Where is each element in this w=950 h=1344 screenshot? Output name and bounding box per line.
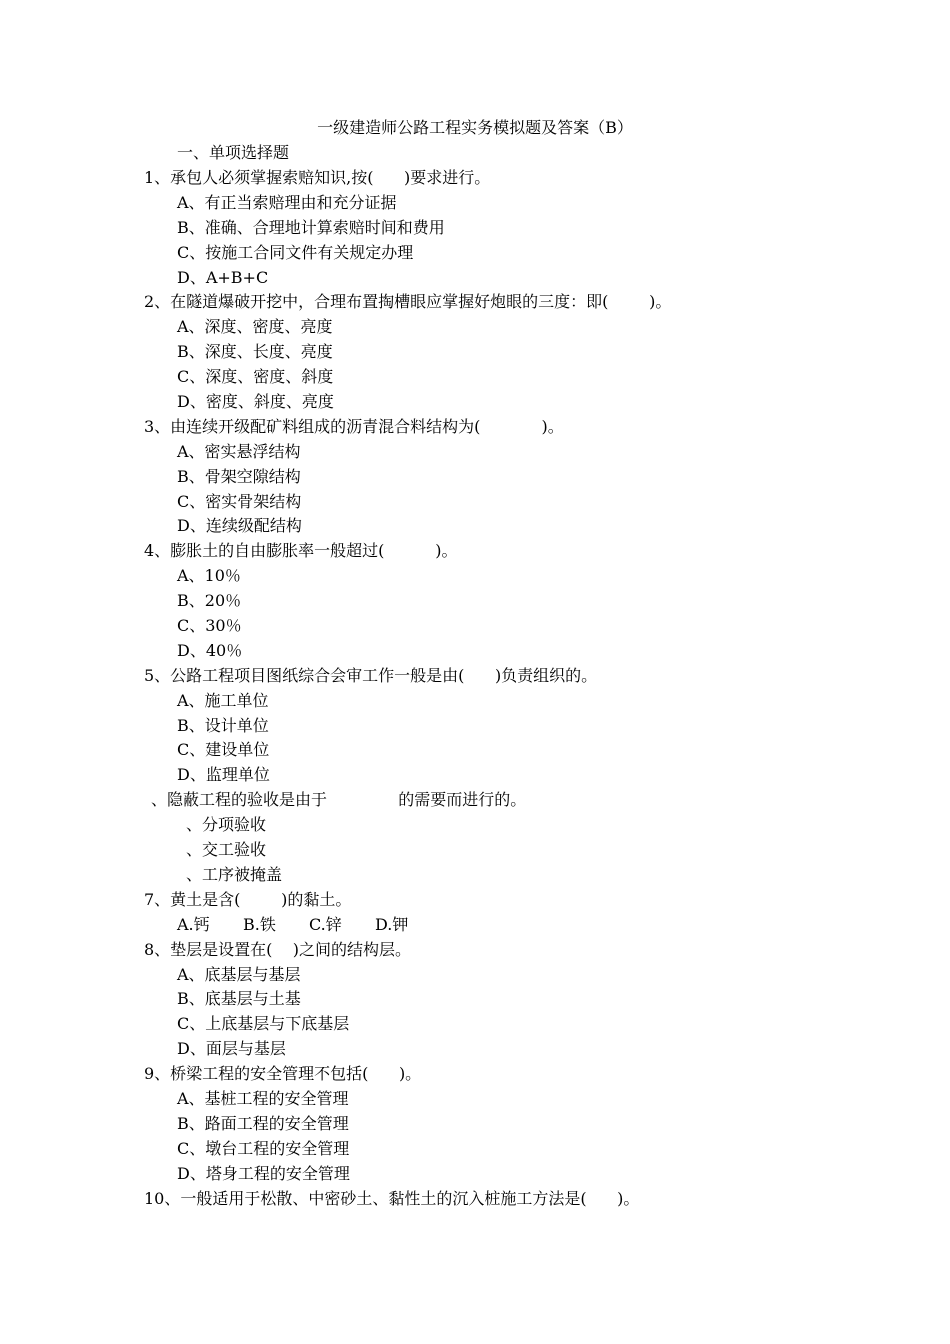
question-option: C.锌 xyxy=(309,914,342,934)
question-option: A.钙 xyxy=(177,914,210,934)
question-option: C、深度、密度、斜度 xyxy=(177,367,334,387)
question-option: A、有正当索赔理由和充分证据 xyxy=(177,192,397,212)
question-option: A、10％ xyxy=(177,566,241,586)
question-stem: 1、承包人必须掌握索赔知识,按( )要求进行。 xyxy=(144,168,491,187)
question-stem: 8、垫层是设置在( )之间的结构层。 xyxy=(144,939,412,959)
question-option: A、底基层与基层 xyxy=(177,964,301,984)
question-option: D、监理单位 xyxy=(177,765,270,785)
section-heading: 一、单项选择题 xyxy=(177,143,290,162)
question-option: 、交工验收 xyxy=(186,840,267,860)
question-option: C、按施工合同文件有关规定办理 xyxy=(177,242,414,262)
question-stem: 、隐蔽工程的验收是由于 的需要而进行的。 xyxy=(151,790,527,810)
question-option: A、密实悬浮结构 xyxy=(177,441,301,461)
question-option: D、塔身工程的安全管理 xyxy=(177,1163,350,1183)
document-title: 一级建造师公路工程实务模拟题及答案（B） xyxy=(317,118,633,137)
question-option: D、连续级配结构 xyxy=(177,516,302,536)
question-option: A、基桩工程的安全管理 xyxy=(177,1088,349,1108)
question-option: C、密实骨架结构 xyxy=(177,491,302,511)
question-option: D、A+B+C xyxy=(177,267,269,287)
question-option: 、工序被掩盖 xyxy=(186,864,283,884)
question-option: B.铁 xyxy=(243,914,276,934)
inline-options-row xyxy=(0,913,950,938)
question-option: B、设计单位 xyxy=(177,715,269,735)
question-option: B、路面工程的安全管理 xyxy=(177,1113,349,1133)
question-option: B、准确、合理地计算索赔时间和费用 xyxy=(177,217,445,237)
question-option: D、面层与基层 xyxy=(177,1039,286,1059)
question-stem: 9、桥梁工程的安全管理不包括( )。 xyxy=(144,1064,422,1084)
question-stem: 5、公路工程项目图纸综合会审工作一般是由( )负责组织的。 xyxy=(144,665,598,685)
question-stem: 10、一般适用于松散、中密砂土、黏性土的沉入桩施工方法是( )。 xyxy=(144,1188,640,1208)
question-stem: 4、膨胀土的自由膨胀率一般超过( )。 xyxy=(144,541,458,561)
question-option: B、深度、长度、亮度 xyxy=(177,342,333,362)
question-option: B、骨架空隙结构 xyxy=(177,466,301,486)
question-option: C、墩台工程的安全管理 xyxy=(177,1138,350,1158)
question-stem: 2、在隧道爆破开挖中，合理布置掏槽眼应掌握好炮眼的三度：即( )。 xyxy=(144,292,672,312)
question-option: B、20％ xyxy=(177,591,242,611)
question-option: 、分项验收 xyxy=(186,815,267,835)
question-option: B、底基层与土基 xyxy=(177,989,301,1009)
question-option: D、密度、斜度、亮度 xyxy=(177,392,334,412)
question-option: A、施工单位 xyxy=(177,690,269,710)
question-list xyxy=(0,166,950,1211)
question-option: D、40％ xyxy=(177,640,243,660)
question-option: C、上底基层与下底基层 xyxy=(177,1014,350,1034)
question-stem: 3、由连续开级配矿料组成的沥青混合料结构为( )。 xyxy=(144,416,564,436)
question-option: C、30％ xyxy=(177,616,242,636)
question-option: C、建设单位 xyxy=(177,740,270,760)
question-option: D.钾 xyxy=(375,914,409,934)
question-stem: 7、黄土是含( )的黏土。 xyxy=(144,889,352,909)
question-option: A、深度、密度、亮度 xyxy=(177,317,333,337)
